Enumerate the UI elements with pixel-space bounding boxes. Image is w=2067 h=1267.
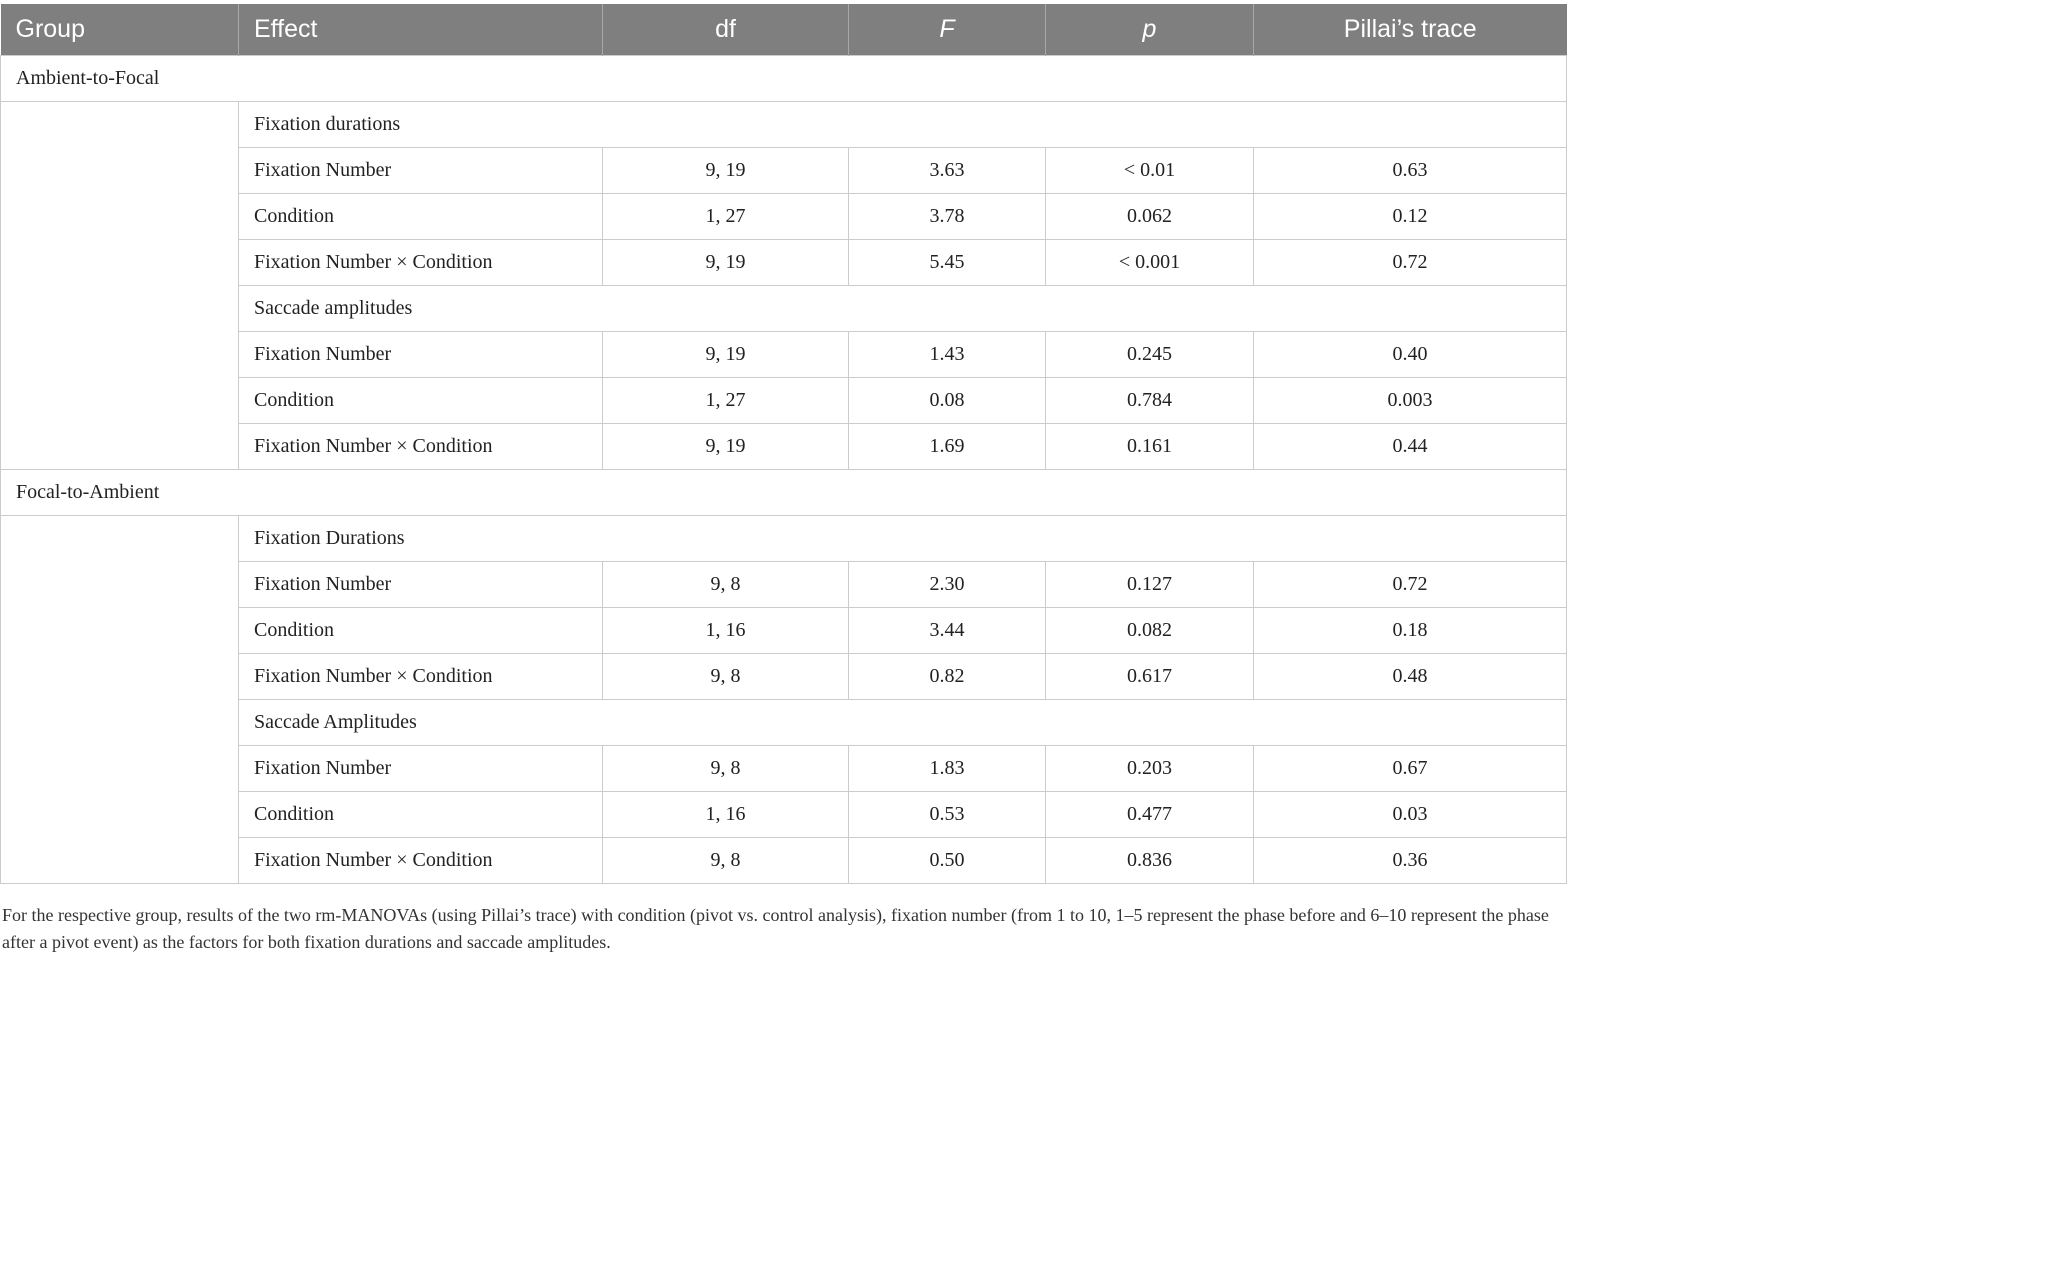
f-cell: 0.82	[849, 654, 1046, 700]
pillai-cell: 0.18	[1254, 608, 1567, 654]
pillai-cell: 0.67	[1254, 746, 1567, 792]
header-f: F	[849, 4, 1046, 56]
df-cell: 9, 8	[603, 838, 849, 884]
pillai-cell: 0.63	[1254, 148, 1567, 194]
df-cell: 9, 8	[603, 746, 849, 792]
group-spacer-cell	[1, 102, 239, 470]
section-label: Saccade amplitudes	[239, 286, 1567, 332]
f-cell: 2.30	[849, 562, 1046, 608]
effect-cell: Condition	[239, 608, 603, 654]
header-row	[1, 4, 1567, 56]
pillai-cell: 0.12	[1254, 194, 1567, 240]
section-label: Fixation Durations	[239, 516, 1567, 562]
df-cell: 9, 8	[603, 562, 849, 608]
p-cell: 0.127	[1046, 562, 1254, 608]
p-cell: 0.836	[1046, 838, 1254, 884]
df-cell: 9, 19	[603, 332, 849, 378]
f-cell: 0.50	[849, 838, 1046, 884]
pillai-cell: 0.48	[1254, 654, 1567, 700]
df-cell: 1, 27	[603, 194, 849, 240]
p-cell: 0.203	[1046, 746, 1254, 792]
p-cell: < 0.01	[1046, 148, 1254, 194]
section-label: Saccade Amplitudes	[239, 700, 1567, 746]
section-label: Fixation durations	[239, 102, 1567, 148]
effect-cell: Fixation Number	[239, 332, 603, 378]
pillai-cell: 0.44	[1254, 424, 1567, 470]
pillai-cell: 0.72	[1254, 240, 1567, 286]
p-cell: 0.161	[1046, 424, 1254, 470]
results-table	[0, 4, 1567, 884]
header-group: Group	[1, 4, 239, 56]
group-row	[1, 470, 1567, 516]
p-cell: 0.082	[1046, 608, 1254, 654]
effect-cell: Fixation Number × Condition	[239, 240, 603, 286]
f-cell: 0.53	[849, 792, 1046, 838]
pillai-cell: 0.72	[1254, 562, 1567, 608]
p-cell: 0.784	[1046, 378, 1254, 424]
section-row	[1, 516, 1567, 562]
p-cell: < 0.001	[1046, 240, 1254, 286]
group-label: Ambient-to-Focal	[1, 56, 1567, 102]
pillai-cell: 0.03	[1254, 792, 1567, 838]
effect-cell: Condition	[239, 378, 603, 424]
group-label: Focal-to-Ambient	[1, 470, 1567, 516]
pillai-cell: 0.003	[1254, 378, 1567, 424]
df-cell: 1, 27	[603, 378, 849, 424]
pillai-cell: 0.36	[1254, 838, 1567, 884]
f-cell: 1.43	[849, 332, 1046, 378]
df-cell: 9, 8	[603, 654, 849, 700]
f-cell: 1.83	[849, 746, 1046, 792]
p-cell: 0.062	[1046, 194, 1254, 240]
f-cell: 1.69	[849, 424, 1046, 470]
header-df: df	[603, 4, 849, 56]
f-cell: 0.08	[849, 378, 1046, 424]
effect-cell: Condition	[239, 792, 603, 838]
f-cell: 3.63	[849, 148, 1046, 194]
section-row	[1, 102, 1567, 148]
header-p: p	[1046, 4, 1254, 56]
effect-cell: Fixation Number	[239, 562, 603, 608]
effect-cell: Fixation Number × Condition	[239, 654, 603, 700]
group-row	[1, 56, 1567, 102]
effect-cell: Fixation Number	[239, 148, 603, 194]
df-cell: 9, 19	[603, 240, 849, 286]
header-effect: Effect	[239, 4, 603, 56]
p-cell: 0.245	[1046, 332, 1254, 378]
f-cell: 5.45	[849, 240, 1046, 286]
group-spacer-cell	[1, 516, 239, 884]
header-pillai: Pillai’s trace	[1254, 4, 1567, 56]
f-cell: 3.78	[849, 194, 1046, 240]
p-cell: 0.477	[1046, 792, 1254, 838]
df-cell: 1, 16	[603, 608, 849, 654]
df-cell: 1, 16	[603, 792, 849, 838]
pillai-cell: 0.40	[1254, 332, 1567, 378]
df-cell: 9, 19	[603, 424, 849, 470]
effect-cell: Fixation Number	[239, 746, 603, 792]
effect-cell: Fixation Number × Condition	[239, 838, 603, 884]
f-cell: 3.44	[849, 608, 1046, 654]
effect-cell: Fixation Number × Condition	[239, 424, 603, 470]
effect-cell: Condition	[239, 194, 603, 240]
table-caption: For the respective group, results of the two rm-MANOVAs (using Pillai’s trace) with condition (pivot vs. control analysis), fixation number (from 1 to 10, 1–5 represent the phase before and 6–10 represent the phase after a pivot event) as the factors for both fixation durations and saccade amplitudes.	[2, 905, 1549, 952]
p-cell: 0.617	[1046, 654, 1254, 700]
df-cell: 9, 19	[603, 148, 849, 194]
